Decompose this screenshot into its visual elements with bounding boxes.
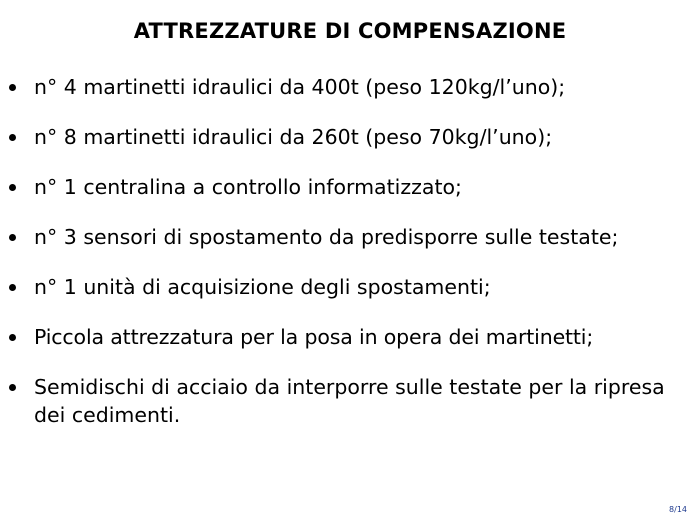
list-item bbox=[0, 273, 700, 301]
list-item bbox=[0, 123, 700, 151]
page-number: 8/14 bbox=[669, 505, 687, 514]
list-item-text: Semidischi di acciaio da interporre sulle testate per la ripresa dei cedimenti. bbox=[34, 375, 665, 427]
list-item bbox=[0, 73, 700, 101]
list-item-text: n° 4 martinetti idraulici da 400t (peso 120kg/l’uno); bbox=[34, 75, 566, 99]
bullet-dot-icon bbox=[9, 184, 16, 191]
list-item bbox=[0, 373, 700, 429]
list-item bbox=[0, 173, 700, 201]
bullet-dot-icon bbox=[9, 234, 16, 241]
list-item-text: n° 8 martinetti idraulici da 260t (peso 70kg/l’uno); bbox=[34, 125, 553, 149]
list-item bbox=[0, 223, 700, 251]
list-item-text: n° 1 unità di acquisizione degli spostamenti; bbox=[34, 275, 491, 299]
bullet-dot-icon bbox=[9, 134, 16, 141]
list-item bbox=[0, 323, 700, 351]
bullet-dot-icon bbox=[9, 384, 16, 391]
list-item-text: Piccola attrezzatura per la posa in opera dei martinetti; bbox=[34, 325, 594, 349]
bullet-list bbox=[0, 73, 700, 451]
bullet-dot-icon bbox=[9, 284, 16, 291]
bullet-dot-icon bbox=[9, 84, 16, 91]
list-item-text: n° 3 sensori di spostamento da predisporre sulle testate; bbox=[34, 225, 619, 249]
slide-title: ATTREZZATURE DI COMPENSAZIONE bbox=[133, 19, 567, 43]
bullet-dot-icon bbox=[9, 334, 16, 341]
list-item-text: n° 1 centralina a controllo informatizzato; bbox=[34, 175, 462, 199]
